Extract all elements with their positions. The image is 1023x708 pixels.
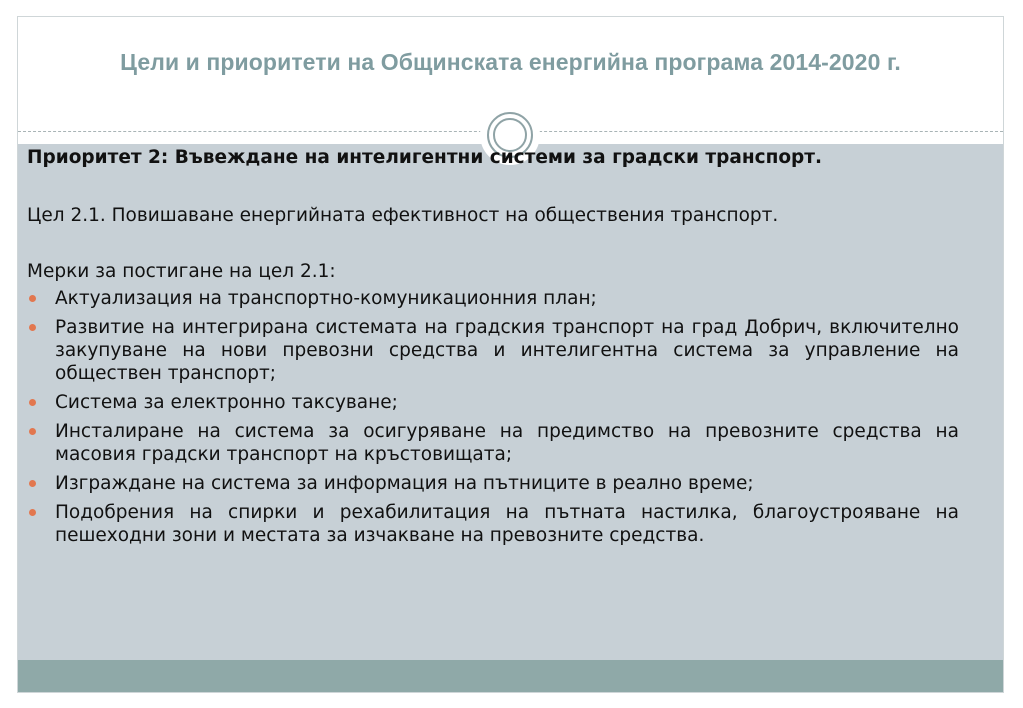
list-item-text: Система за електронно таксуване; — [55, 392, 398, 413]
bullet-dot-icon — [29, 480, 36, 487]
list-item — [27, 287, 959, 310]
list-item — [27, 391, 959, 414]
list-item — [27, 501, 959, 547]
list-item-text: Актуализация на транспортно-комуникационния план; — [55, 288, 597, 309]
bullet-dot-icon — [29, 399, 36, 406]
bullet-dot-icon — [29, 324, 36, 331]
bullet-dot-icon — [29, 428, 36, 435]
list-item-text: Изграждане на система за информация на пътниците в реално време; — [55, 473, 754, 494]
list-item-text: Развитие на интегрирана системата на градския транспорт на град Добрич, включително закупуване на нови превозни средства и интелигентна система за управление на обществен транспорт; — [55, 317, 959, 384]
list-item — [27, 420, 959, 466]
priority-heading: Приоритет 2: Въвеждане на интелигентни системи за градски транспорт. — [27, 147, 823, 168]
list-item-text: Инсталиране на система за осигуряване на предимство на превозните средства на масовия градски транспорт на кръстовищата; — [55, 421, 959, 465]
bullet-dot-icon — [29, 509, 36, 516]
footer-bar — [18, 660, 1003, 693]
measures-heading: Мерки за постигане на цел 2.1: — [27, 261, 336, 282]
goal-text: Цел 2.1. Повишаване енергийната ефективност на обществения транспорт. — [27, 205, 779, 226]
list-item — [27, 316, 959, 385]
bullet-dot-icon — [29, 295, 36, 302]
slide-title: Цели и приоритети на Общинската енергийна програма 2014-2020 г. — [120, 49, 901, 75]
list-item-text: Подобрения на спирки и рехабилитация на пътната настилка, благоустрояване на пешеходни зони и местата за изчакване на превозните средства. — [55, 502, 959, 546]
measures-list — [27, 287, 959, 547]
list-item — [27, 472, 959, 495]
body-text — [27, 146, 959, 553]
